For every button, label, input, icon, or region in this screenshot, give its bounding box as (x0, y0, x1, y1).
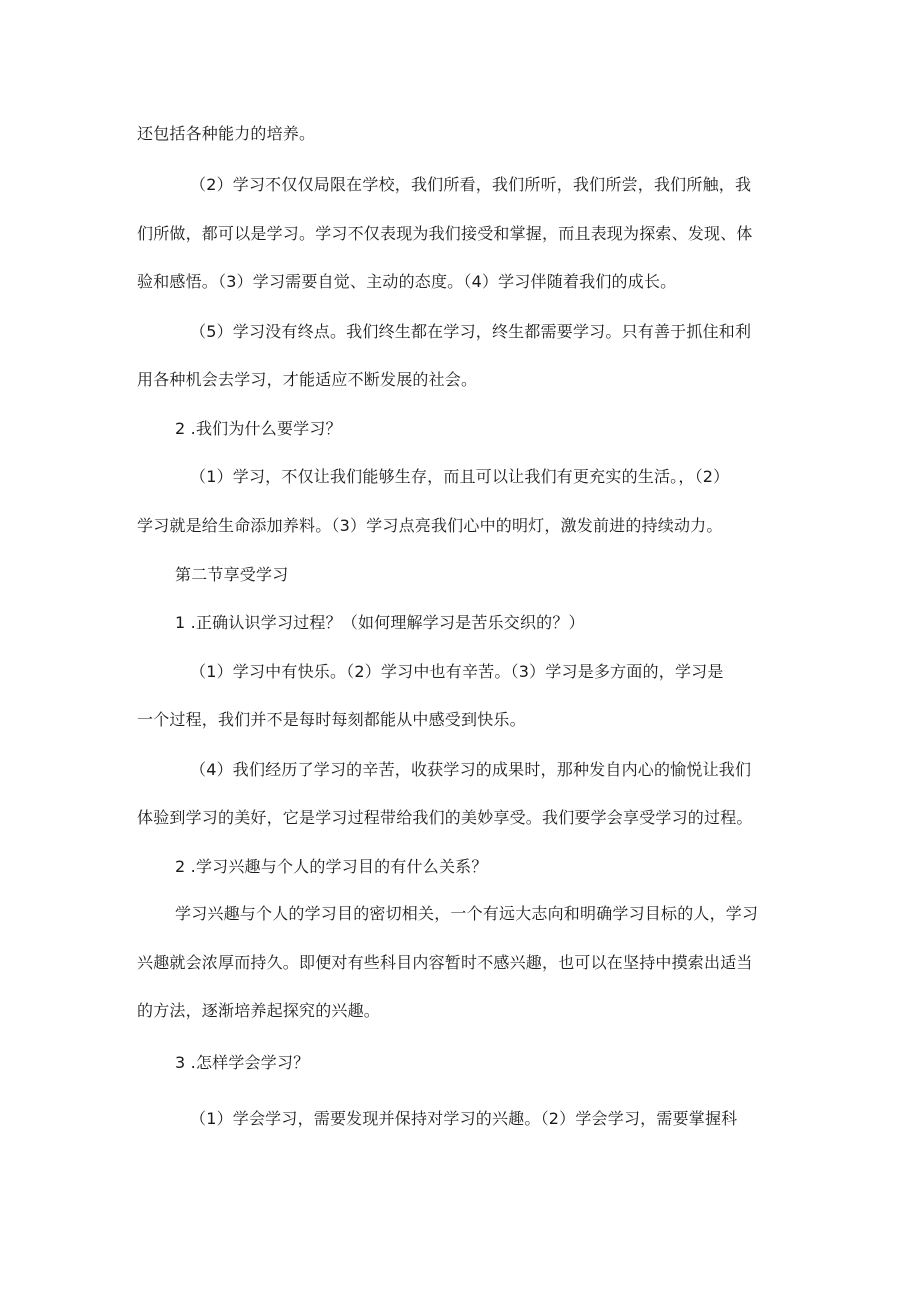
paragraph-line: （1）学习，不仅让我们能够生存，而且可以让我们有更充实的生活。，（2） (190, 467, 730, 486)
paragraph-line: （5）学习没有终点。我们终生都在学习，终生都需要学习。只有善于抓住和利 (190, 322, 752, 341)
section-heading: 第二节享受学习 (175, 565, 289, 584)
paragraph-line: 还包括各种能力的培养。 (137, 124, 316, 143)
paragraph-line: 兴趣就会浓厚而持久。即便对有些科目内容暂时不感兴趣，也可以在坚持中摸索出适当 (137, 953, 753, 972)
section-question: 1 .正确认识学习过程？（如何理解学习是苦乐交织的？） (175, 613, 585, 632)
paragraph-line: 学习兴趣与个人的学习目的密切相关，一个有远大志向和明确学习目标的人，学习 (175, 904, 759, 923)
section-question: 2 .我们为什么要学习？ (175, 419, 342, 438)
paragraph-line: （1）学习中有快乐。（2）学习中也有辛苦。（3）学习是多方面的，学习是 (190, 662, 724, 681)
paragraph-line: 验和感悟。（3）学习需要自觉、主动的态度。（4）学习伴随着我们的成长。 (137, 272, 677, 291)
paragraph-line: 一个过程，我们并不是每时每刻都能从中感受到快乐。 (137, 710, 526, 729)
paragraph-line: 的方法，逐渐培养起探究的兴趣。 (137, 1001, 381, 1020)
paragraph-line: （1）学会学习，需要发现并保持对学习的兴趣。（2）学会学习，需要掌握科 (190, 1109, 738, 1128)
paragraph-line: （4）我们经历了学习的辛苦，收获学习的成果时，那种发自内心的愉悦让我们 (190, 760, 752, 779)
section-question: 3 .怎样学会学习？ (175, 1053, 310, 1072)
paragraph-line: 用各种机会去学习，才能适应不断发展的社会。 (137, 370, 478, 389)
paragraph-line: 们所做，都可以是学习。学习不仅表现为我们接受和掌握，而且表现为探索、发现、体 (137, 224, 753, 243)
paragraph-line: （2）学习不仅仅局限在学校，我们所看，我们所听，我们所尝，我们所触，我 (190, 175, 752, 194)
paragraph-line: 体验到学习的美好，它是学习过程带给我们的美妙享受。我们要学会享受学习的过程。 (137, 808, 753, 827)
section-question: 2 .学习兴趣与个人的学习目的有什么关系？ (175, 857, 488, 876)
paragraph-line: 学习就是给生命添加养料。（3）学习点亮我们心中的明灯，激发前进的持续动力。 (137, 516, 723, 535)
